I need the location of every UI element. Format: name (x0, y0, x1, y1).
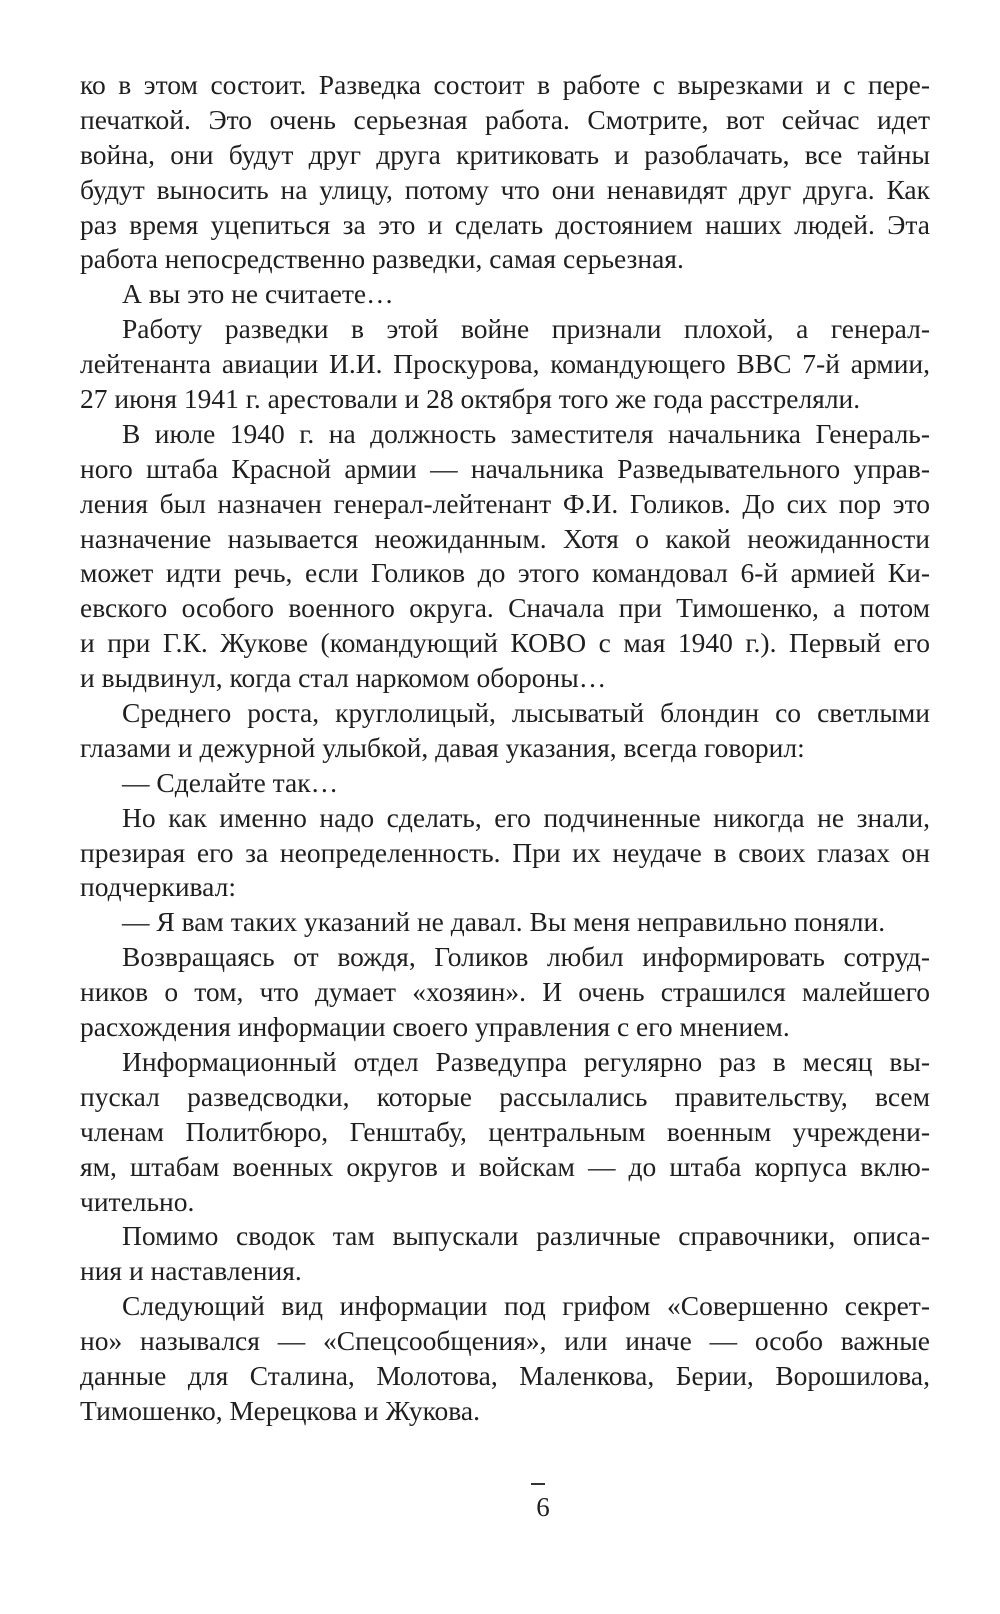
text-line: ям, штабам военных округов и войскам — до штаба корпуса вклю- (80, 1150, 930, 1182)
text-line: будут выносить на улицу, потому что они ненавидят друг друга. Как (80, 173, 930, 205)
text-line: — Сделайте так… (122, 766, 339, 798)
text-line: Помимо сводок там выпускали различные справочники, описа- (122, 1220, 930, 1252)
text-line: данные для Сталина, Молотова, Маленкова, Берии, Ворошилова, (80, 1359, 930, 1391)
text-line: может идти речь, если Голиков до этого командовал 6-й армией Ки- (80, 557, 930, 589)
text-line: ления был назначен генерал-лейтенант Ф.И. Голиков. До сих пор это (80, 487, 930, 519)
text-line: евского особого военного округа. Сначала при Тимошенко, а потом (80, 592, 930, 624)
page-number: 6 (536, 1492, 550, 1522)
text-line: чительно. (80, 1185, 195, 1217)
text-line: Информационный отдел Разведупра регулярно раз в месяц вы- (122, 1045, 930, 1077)
text-line: и при Г.К. Жукове (командующий КОВО с мая 1940 г.). Первый его (80, 627, 930, 659)
text-line: печаткой. Это очень серьезная работа. Смотрите, вот сейчас идет (80, 103, 930, 135)
page-number-dash (531, 1483, 545, 1485)
text-line: ния и наставления. (80, 1255, 302, 1287)
text-line: Среднего роста, круглолицый, лысыватый блондин со светлыми (122, 697, 930, 729)
text-line: раз время уцепиться за это и сделать достоянием наших людей. Эта (80, 208, 930, 240)
page-body-text (80, 68, 930, 1429)
text-line: но» назывался — «Спецсообщения», или иначе — особо важные (80, 1325, 930, 1357)
text-line: 27 июня 1941 г. арестовали и 28 октября того же года расстреляли. (80, 383, 861, 415)
text-line: назначение называется неожиданным. Хотя о какой неожиданности (80, 522, 930, 554)
text-line: А вы это не считаете… (122, 278, 394, 310)
text-line: работа непосредственно разведки, самая серьезная. (80, 243, 684, 275)
text-line: лейтенанта авиации И.И. Проскурова, командующего ВВС 7-й армии, (80, 348, 930, 380)
text-line: пускал разведсводки, которые рассылались правительству, всем (80, 1080, 930, 1112)
text-line: Тимошенко, Мерецкова и Жукова. (80, 1394, 480, 1426)
text-line: глазами и дежурной улыбкой, давая указания, всегда говорил: (80, 731, 805, 763)
text-line: — Я вам таких указаний не давал. Вы меня неправильно поняли. (122, 906, 886, 938)
text-line: война, они будут друг друга критиковать и разоблачать, все тайны (80, 138, 930, 170)
text-line: Возвращаясь от вождя, Голиков любил информировать сотруд- (122, 941, 930, 973)
text-line: ко в этом состоит. Разведка состоит в работе с вырезками и с пере- (80, 69, 930, 100)
text-line: ного штаба Красной армии — начальника Разведывательного управ- (80, 452, 930, 484)
text-line: членам Политбюро, Генштабу, центральным военным учреждени- (80, 1115, 930, 1147)
text-line: расхождения информации своего управления с его мнением. (80, 1011, 790, 1043)
text-line: Работу разведки в этой войне признали плохой, а генерал- (122, 313, 930, 345)
text-line: и выдвинул, когда стал наркомом обороны… (80, 662, 607, 694)
text-line: ников о том, что думает «хозяин». И очень страшился малейшего (80, 976, 930, 1008)
text-line: презирая его за неопределенность. При их неудаче в своих глазах он (80, 836, 930, 868)
text-line: В июле 1940 г. на должность заместителя начальника Генераль- (122, 417, 930, 449)
text-line: Но как именно надо сделать, его подчиненные никогда не знали, (122, 801, 930, 833)
text-line: Следующий вид информации под грифом «Совершенно секрет- (122, 1290, 930, 1322)
text-line: подчеркивал: (80, 871, 236, 903)
